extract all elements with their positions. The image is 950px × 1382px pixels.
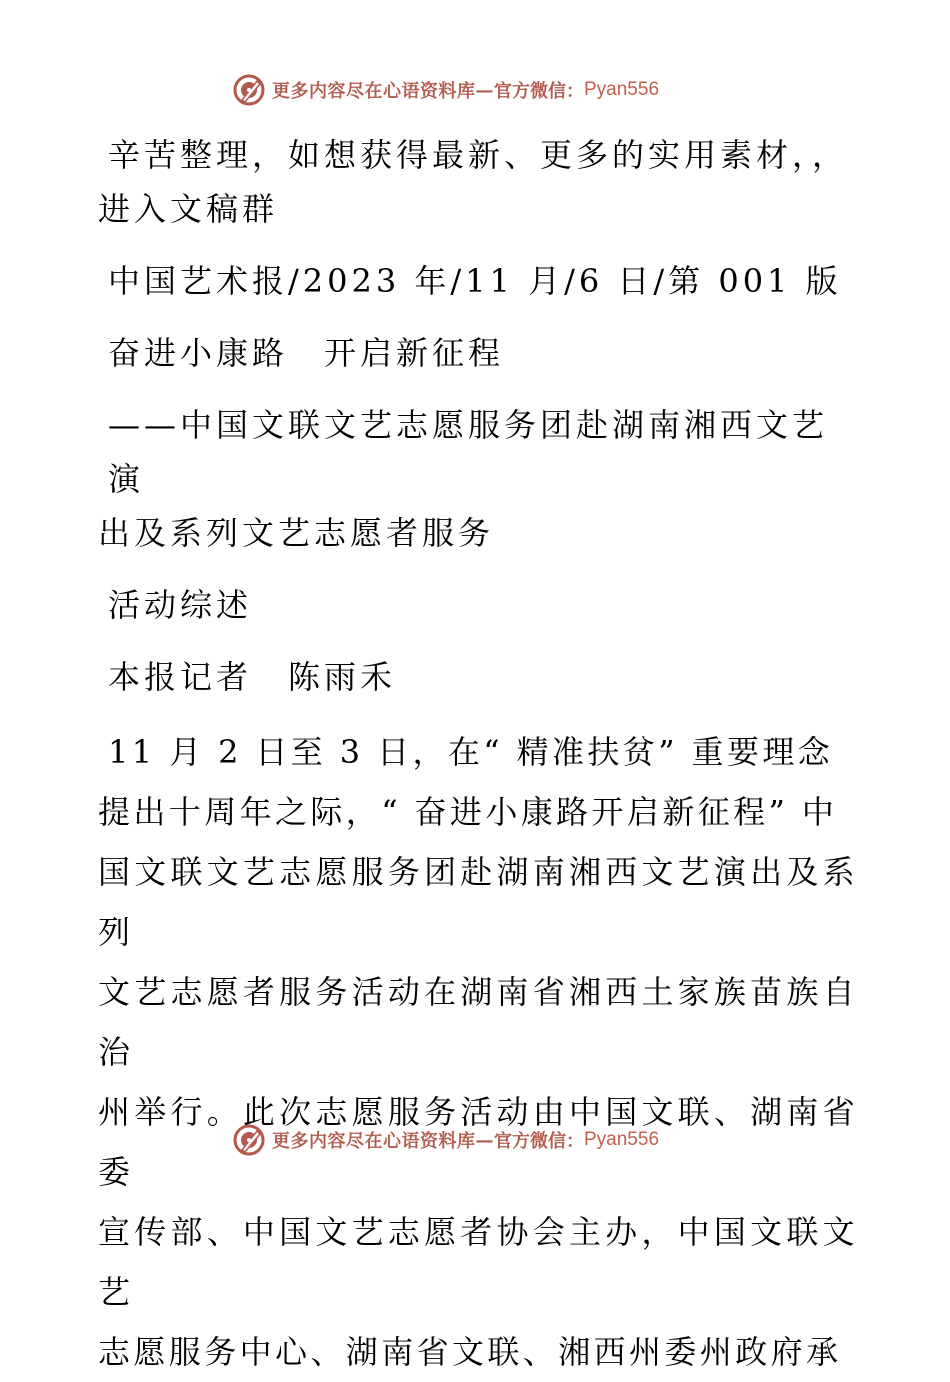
watermark-wechat-id: Pyan556 [584, 79, 660, 100]
pen-logo-icon [232, 73, 266, 107]
pen-logo-icon [232, 1123, 266, 1157]
watermark-text: 更多内容尽在心语资料库 [272, 81, 476, 102]
article-body [98, 722, 858, 1382]
body-line: 11 月 2 日至 3 日，在“ 精准扶贫” 重要理念 [108, 733, 834, 771]
body-line: 提出十周年之际，“ 奋进小康路开启新征程” 中 [98, 793, 838, 831]
subtitle [98, 398, 858, 560]
watermark-dash: — [475, 79, 494, 101]
document-content [98, 128, 858, 1382]
body-line: 国文联文艺志愿服务团赴湖南湘西文艺演出及系列 [98, 853, 858, 951]
intro-line-2: 进入文稿群 [98, 190, 279, 228]
watermark-text: 更多内容尽在心语资料库 [272, 1131, 476, 1152]
body-line: 宣传部、中国文艺志愿者协会主办，中国文联文艺 [98, 1213, 858, 1311]
watermark-banner-bottom [232, 1122, 659, 1158]
watermark-wechat-id: Pyan556 [584, 1129, 660, 1150]
intro-line-1: 辛苦整理，如想获得最新、更多的实用素材，， [108, 136, 849, 174]
watermark-wechat-label: 官方微信： [494, 1131, 584, 1152]
body-line: 志愿服务中心、湖南省文联、湘西州委州政府承 [98, 1333, 842, 1371]
watermark-banner-top [232, 72, 659, 108]
subtitle-line-3: 活动综述 [108, 586, 253, 624]
headline: 奋进小康路 开启新征程 [108, 334, 505, 372]
intro-note [98, 128, 858, 236]
subtitle-line-2: 出及系列文艺志愿者服务 [98, 514, 495, 552]
byline: 本报记者 陈雨禾 [108, 658, 397, 696]
watermark-wechat-label: 官方微信： [494, 81, 584, 102]
body-line: 文艺志愿者服务活动在湖南省湘西土家族苗族自治 [98, 973, 858, 1071]
source-line: 中国艺术报/2023 年/11 月/6 日/第 001 版 [108, 262, 842, 300]
body-line: 州举行。此次志愿服务活动由中国文联、湖南省委 [98, 1093, 858, 1191]
subtitle-line-1: ——中国文联文艺志愿服务团赴湖南湘西文艺演 [108, 406, 829, 498]
watermark-dash: — [475, 1129, 494, 1151]
